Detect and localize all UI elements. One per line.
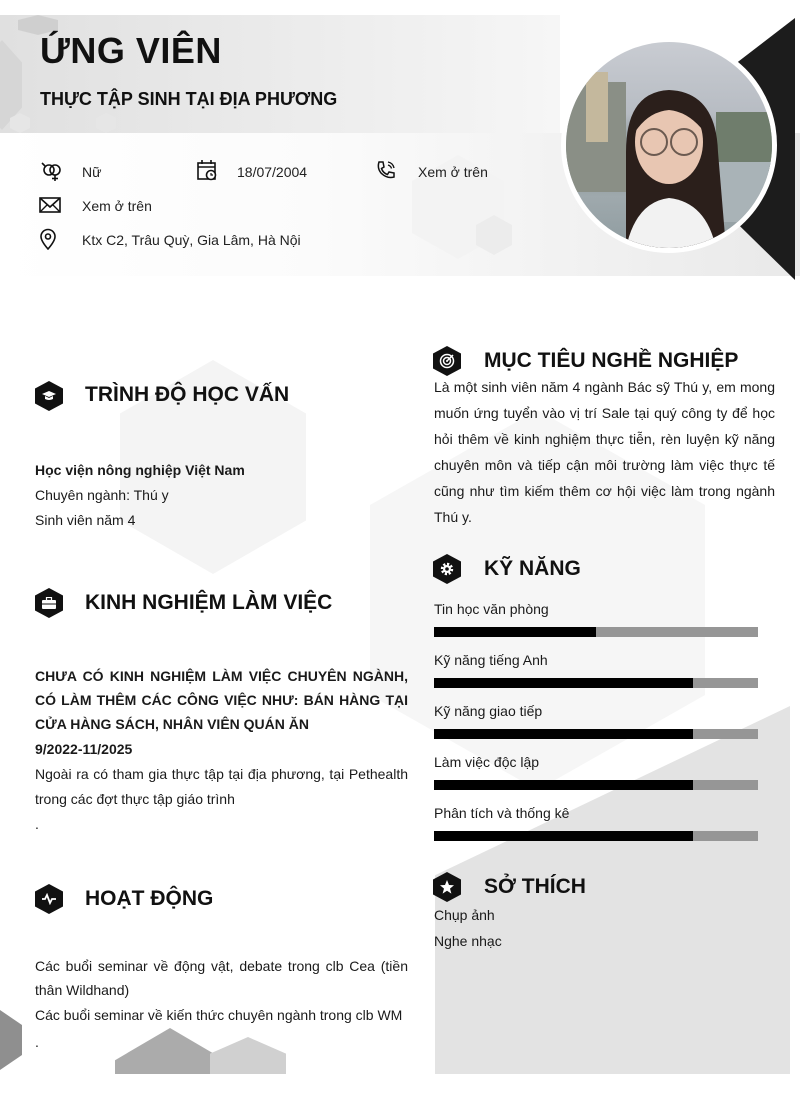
phone-value: Xem ở trên <box>418 164 488 180</box>
skill-bar <box>434 678 758 688</box>
skill-item <box>434 652 758 688</box>
objective-text: Là một sinh viên năm 4 ngành Bác sỹ Thú y, em mong muốn ứng tuyển vào vị trí Sale tại quý công ty để học hỏi thêm về kinh nghiệm thực tiễn, rèn luyện kỹ năng chuyên môn và tiếp cận môi trường làm việc thực tế cũng như tìm kiếm thêm cơ hội việc làm trong ngành Thú y. <box>434 379 775 525</box>
envelope-icon <box>39 194 61 216</box>
skill-item <box>434 601 758 637</box>
experience-title: KINH NGHIỆM LÀM VIỆC <box>85 591 333 614</box>
hobbies-title: SỞ THÍCH <box>484 875 586 898</box>
activity-item: Các buổi seminar về kiến thức chuyên ngành trong clb WM <box>35 1007 403 1023</box>
skill-label: Kỹ năng giao tiếp <box>434 703 543 719</box>
avatar <box>566 42 772 248</box>
decor-hexagon <box>0 1010 22 1070</box>
skill-item <box>434 754 758 790</box>
education-school: Học viện nông nghiệp Việt Nam <box>35 462 245 478</box>
skill-item <box>434 703 758 739</box>
skill-bar <box>434 627 758 637</box>
birthdate-value: 18/07/2004 <box>237 164 308 180</box>
skill-bar-fill <box>434 729 693 739</box>
activities-trailing: . <box>35 1034 39 1050</box>
pulse-icon <box>35 884 63 914</box>
experience-trailing: . <box>35 816 39 832</box>
target-icon <box>433 346 461 376</box>
experience-period: 9/2022-11/2025 <box>35 741 133 757</box>
hobbies-list <box>434 902 502 954</box>
skill-label: Tin học văn phòng <box>434 601 549 617</box>
education-content <box>35 458 408 533</box>
objective-title: MỤC TIÊU NGHỀ NGHIỆP <box>484 349 739 372</box>
activities-title: HOẠT ĐỘNG <box>85 887 214 910</box>
education-year: Sinh viên năm 4 <box>35 512 136 528</box>
hobby-item: Nghe nhạc <box>434 933 502 949</box>
skill-bar <box>434 780 758 790</box>
skill-label: Phân tích và thống kê <box>434 805 570 821</box>
skill-bar-fill <box>434 780 693 790</box>
skill-bar-fill <box>434 831 693 841</box>
gender-icon <box>41 161 63 183</box>
graduation-cap-icon <box>35 381 63 411</box>
experience-heading: CHƯA CÓ KINH NGHIỆM LÀM VIỆC CHUYÊN NGÀNH, CÓ LÀM THÊM CÁC CÔNG VIỆC NHƯ: BÁN HÀNG TẠI CỬA HÀNG SÁCH, NHÂN VIÊN QUÁN ĂN <box>35 668 408 732</box>
skill-item <box>434 805 758 841</box>
activity-item: Các buổi seminar về động vật, debate trong clb Cea (tiền thân Wildhand) <box>35 958 408 998</box>
experience-description: Ngoài ra có tham gia thực tập tại địa phương, tại Pethealth trong các đợt thực tập giáo trình <box>35 766 408 807</box>
calendar-icon <box>196 159 218 181</box>
education-major: Chuyên ngành: Thú y <box>35 487 169 503</box>
skill-bar-fill <box>434 627 596 637</box>
skill-bar <box>434 729 758 739</box>
activities-content <box>35 954 408 1054</box>
address-value: Ktx C2, Trâu Quỳ, Gia Lâm, Hà Nội <box>82 232 301 248</box>
portrait-photo <box>566 42 772 248</box>
briefcase-icon <box>35 588 63 618</box>
location-pin-icon <box>37 228 59 250</box>
skill-bar-fill <box>434 678 693 688</box>
skill-bar <box>434 831 758 841</box>
candidate-name: ỨNG VIÊN <box>40 30 222 71</box>
skills-title: KỸ NĂNG <box>484 557 581 580</box>
skill-label: Làm việc độc lập <box>434 754 540 770</box>
candidate-role: THỰC TẬP SINH TẠI ĐỊA PHƯƠNG <box>40 89 338 109</box>
gender-value: Nữ <box>82 164 102 180</box>
email-value: Xem ở trên <box>82 198 152 214</box>
education-title: TRÌNH ĐỘ HỌC VẤN <box>85 383 290 406</box>
phone-icon <box>375 159 397 181</box>
hobby-item: Chụp ảnh <box>434 907 495 923</box>
skill-label: Kỹ năng tiếng Anh <box>434 652 548 668</box>
experience-content <box>35 664 408 837</box>
